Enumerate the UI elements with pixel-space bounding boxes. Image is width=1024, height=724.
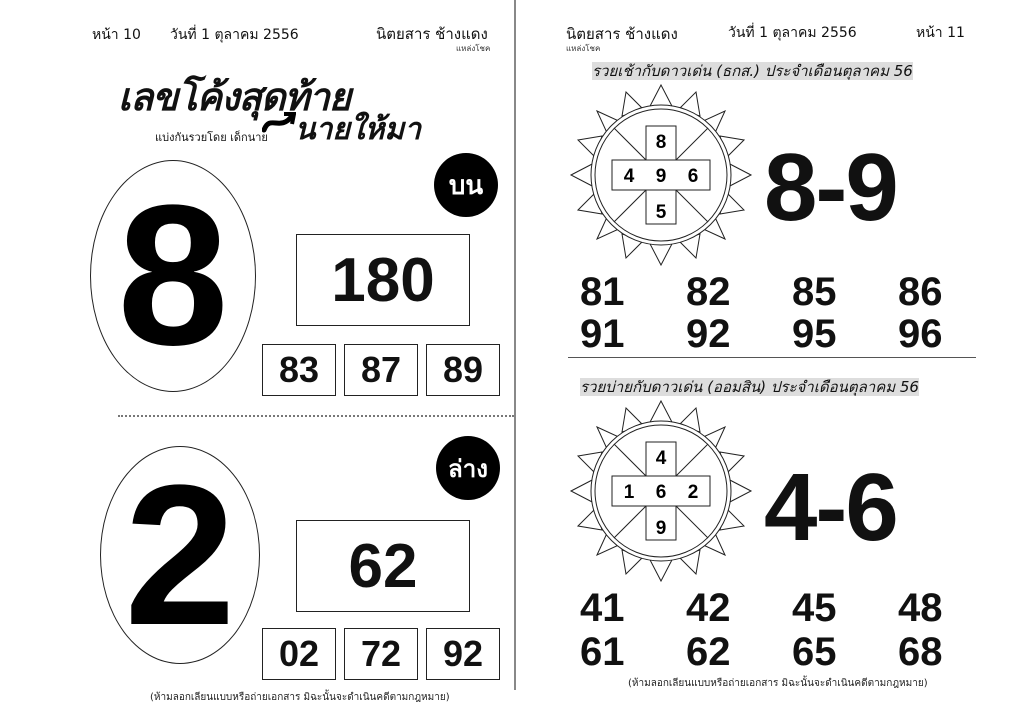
upper-digit: 8 bbox=[117, 164, 229, 387]
section1-number: 85 bbox=[792, 270, 837, 314]
section-divider bbox=[568, 357, 976, 358]
section2-number: 62 bbox=[686, 630, 731, 674]
grid-top-number: 4 bbox=[655, 448, 667, 469]
byline: แบ่งกันรวยโดย เด็กนาย bbox=[155, 131, 268, 144]
section1-number: 96 bbox=[898, 312, 943, 356]
lower-small-number: 02 bbox=[262, 628, 336, 680]
lower-badge: ล่าง bbox=[436, 436, 500, 500]
upper-badge: บน bbox=[434, 153, 498, 217]
section2-number: 45 bbox=[792, 586, 837, 630]
grid-right-number: 2 bbox=[687, 482, 699, 503]
left-page-number: หน้า 10 bbox=[92, 27, 141, 43]
right-page bbox=[518, 0, 1024, 724]
upper-small-number: 87 bbox=[344, 344, 418, 396]
section1-title-text: รวยเช้ากับดาวเด่น (ธกส.) ประจำเดือนตุลาคม 56 bbox=[592, 62, 913, 80]
grid-bottom-number: 9 bbox=[655, 518, 667, 539]
lower-digit: 2 bbox=[124, 444, 236, 667]
left-submag: แหล่งโชค bbox=[456, 44, 491, 53]
section1-number: 81 bbox=[580, 270, 625, 314]
section2-number: 41 bbox=[580, 586, 625, 630]
left-footer-notice: (ห้ามลอกเลียนแบบหรือถ่ายเอกสาร มิฉะนั้นจะดำเนินคดีตามกฎหมาย) bbox=[150, 692, 450, 703]
lower-main-number: 62 bbox=[296, 520, 470, 612]
grid-center-number: 9 bbox=[655, 166, 667, 187]
section2-number: 42 bbox=[686, 586, 731, 630]
brand-name: นายให้มา bbox=[295, 112, 421, 147]
right-page-number: หน้า 11 bbox=[916, 25, 965, 41]
lower-small-number: 72 bbox=[344, 628, 418, 680]
grid-left-number: 1 bbox=[623, 482, 635, 503]
section2-number: 65 bbox=[792, 630, 837, 674]
section1-number: 91 bbox=[580, 312, 625, 356]
right-magazine-name: นิตยสาร ช้างแดง bbox=[566, 25, 678, 43]
upper-small-number: 89 bbox=[426, 344, 500, 396]
lotus-icon bbox=[566, 396, 756, 586]
lower-small-number: 92 bbox=[426, 628, 500, 680]
grid-top-number: 8 bbox=[655, 132, 667, 153]
section2-title-text: รวยบ่ายกับดาวเด่น (ออมสิน) ประจำเดือนตุลาคม 56 bbox=[580, 378, 919, 396]
right-footer-notice: (ห้ามลอกเลียนแบบหรือถ่ายเอกสาร มิฉะนั้นจะดำเนินคดีตามกฎหมาย) bbox=[628, 678, 928, 689]
right-date: วันที่ 1 ตุลาคม 2556 bbox=[728, 25, 857, 41]
section1-number: 95 bbox=[792, 312, 837, 356]
grid-bottom-number: 5 bbox=[655, 202, 667, 223]
section1-pair: 8-9 bbox=[764, 134, 897, 241]
lotus-icon bbox=[566, 80, 756, 270]
upper-small-number: 83 bbox=[262, 344, 336, 396]
section1-number: 82 bbox=[686, 270, 731, 314]
upper-main-number: 180 bbox=[296, 234, 470, 326]
section-divider bbox=[118, 415, 514, 417]
page-title: เลขโค้งสุดท้าย bbox=[118, 75, 351, 119]
grid-left-number: 4 bbox=[623, 166, 635, 187]
swoosh-icon bbox=[262, 110, 296, 136]
right-submag: แหล่งโชค bbox=[566, 44, 601, 53]
section2-pair: 4-6 bbox=[764, 454, 897, 561]
grid-center-number: 6 bbox=[655, 482, 667, 503]
section1-number: 92 bbox=[686, 312, 731, 356]
section2-number: 48 bbox=[898, 586, 943, 630]
section2-number: 61 bbox=[580, 630, 625, 674]
section2-number: 68 bbox=[898, 630, 943, 674]
left-date: วันที่ 1 ตุลาคม 2556 bbox=[170, 27, 299, 43]
grid-right-number: 6 bbox=[687, 166, 699, 187]
page-spine bbox=[514, 0, 516, 690]
section1-number: 86 bbox=[898, 270, 943, 314]
left-magazine-name: นิตยสาร ช้างแดง bbox=[376, 25, 488, 43]
